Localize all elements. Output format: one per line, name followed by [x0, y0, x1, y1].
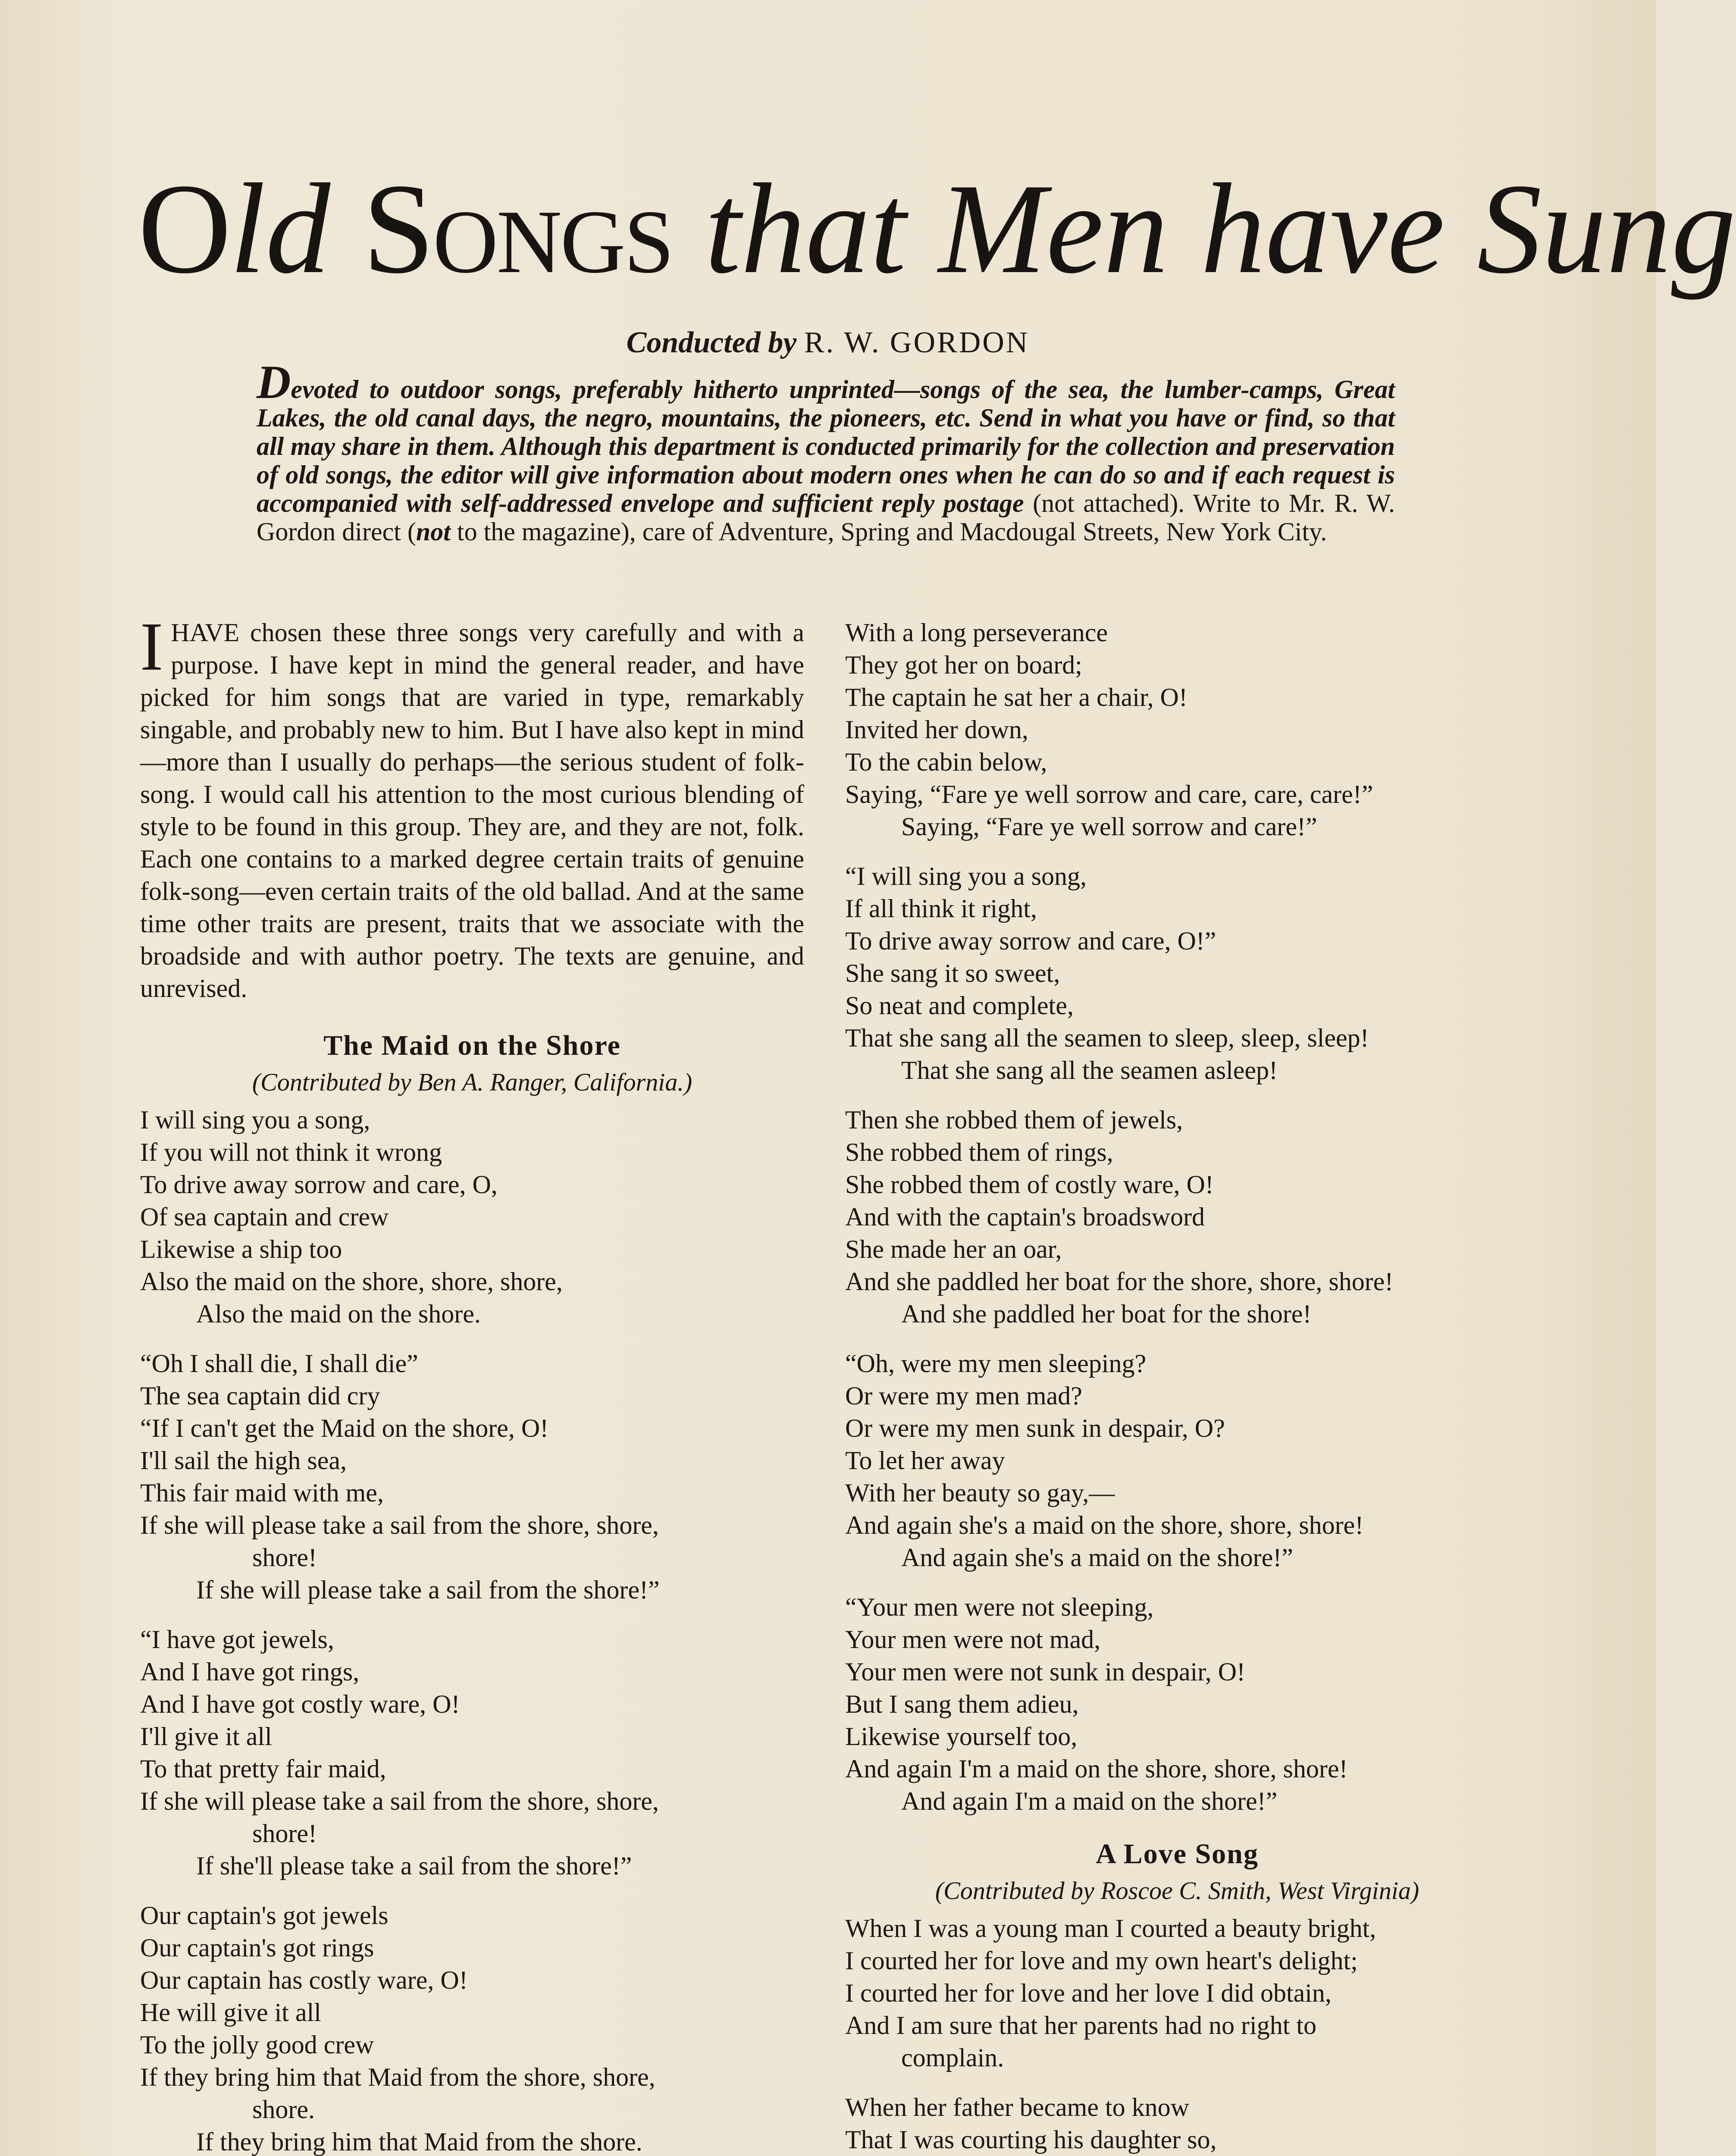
refrain-line: And again she's a maid on the shore!” [901, 1543, 1293, 1572]
verse-line: “I have got jewels, [140, 1625, 334, 1654]
intro-italic: evoted to outdoor songs, preferably hitherto unprinted—songs of the sea, the lumber-camps, Great Lakes, the old canal days, the negro, mountains, the pioneers, etc. Send in what you have or find, so that all may share in them. Although this department is conducted primarily for the collection and preservation of old songs, the editor will give information about modern ones when he can do so and if each request is accompanied with self-addressed envelope and sufficient reply postage [257, 375, 1395, 517]
verse-line: So neat and complete, [845, 991, 1074, 1020]
verse-line: And again she's a maid on the shore, shore, shore! [845, 1511, 1364, 1539]
verse-line: Saying, “Fare ye well sorrow and care, care, care!” [845, 780, 1373, 808]
verse-line: She robbed them of rings, [845, 1138, 1113, 1166]
verse-line: To that pretty fair maid, [140, 1755, 386, 1783]
refrain-line: If they bring him that Maid from the shore. [196, 2128, 642, 2156]
verse-line: And with the captain's broadsword [845, 1203, 1205, 1231]
verse-line: And I have got rings, [140, 1658, 360, 1686]
left-column [140, 608, 804, 2156]
stanza [845, 2091, 1509, 2156]
title-word: Songs [363, 157, 673, 300]
refrain-line: If she will please take a sail from the shore!” [196, 1576, 660, 1604]
verse-line: Our captain's got jewels [140, 1901, 389, 1930]
verse-line: Or were my men sunk in despair, O? [845, 1414, 1225, 1442]
refrain-line: If she'll please take a sail from the shore!” [196, 1852, 632, 1880]
verse-line: If you will not think it wrong [140, 1138, 442, 1166]
verse-line: If they bring him that Maid from the shore, shore, [140, 2063, 655, 2091]
stanza [140, 1348, 804, 1606]
verse-line: That I was courting his daughter so, [845, 2125, 1217, 2154]
refrain-line: And she paddled her boat for the shore! [901, 1300, 1312, 1328]
verse-line: To the jolly good crew [140, 2031, 374, 2059]
verse-line: I will sing you a song, [140, 1106, 370, 1134]
verse-line: She sang it so sweet, [845, 959, 1060, 987]
verse-line: The captain he sat her a chair, O! [845, 683, 1188, 711]
stanza [140, 1623, 804, 1882]
right-column [845, 617, 1509, 2156]
article-body: chosen these three songs very carefully and with a purpose. I have kept in mind the general reader, and have picked for him songs that are varied in type, remarkably singable, and probably new to him. But I have also kept in mind—more than I usually do perhaps—the serious student of folk-song. I would call his attention to the most curious blending of style to be found in this group. They are, and they are not, folk. Each one contains to a marked degree certain traits of genuine folk-song—even certain traits of the old ballad. And at the same time other traits are present, traits that we associate with the broadside and with author poetry. The texts are genuine, and unrevised. [140, 618, 804, 1003]
verse-line: I courted her for love and my own heart's delight; [845, 1946, 1358, 1975]
verse-line-continuation: shore! [252, 1543, 317, 1572]
title-letter: O [138, 157, 230, 300]
verse-line: That she sang all the seamen to sleep, sleep, sleep! [845, 1024, 1369, 1052]
stanza [845, 1104, 1509, 1330]
verse-line: With her beauty so gay,— [845, 1479, 1115, 1507]
verse-line: “Your men were not sleeping, [845, 1593, 1154, 1621]
stanza [845, 1591, 1509, 1818]
verse-line: If she will please take a sail from the shore, shore, [140, 1787, 659, 1815]
title-fragment: that [672, 157, 939, 300]
verse-line: Your men were not mad, [845, 1625, 1101, 1654]
verse-line: If all think it right, [845, 894, 1037, 923]
verse-line: If she will please take a sail from the shore, shore, [140, 1511, 659, 1539]
article-dropcap: I [140, 608, 163, 685]
article-first-word: HAVE [171, 618, 240, 647]
verse-line: Also the maid on the shore, shore, shore, [140, 1267, 563, 1296]
verse-line: Your men were not sunk in despair, O! [845, 1658, 1246, 1686]
intro-dropcap: D [257, 356, 291, 408]
intro-plain-2: to the magazine), care of Adventure, Spring and Macdougal Streets, New York City. [450, 517, 1327, 546]
verse-line: I'll give it all [140, 1722, 272, 1751]
verse-line: When her father became to know [845, 2093, 1189, 2122]
department-intro [257, 356, 1395, 546]
title-letter: S [1477, 157, 1542, 300]
stanza [845, 860, 1509, 1087]
verse-line: This fair maid with me, [140, 1479, 384, 1507]
title-fragment: en have [1046, 157, 1477, 300]
intro-plain-1: (not attached). Write to Mr. R. W. Gordon direct ( [257, 489, 1395, 546]
verse-line: She made her an oar, [845, 1235, 1062, 1263]
refrain-line: Saying, “Fare ye well sorrow and care!” [901, 812, 1317, 841]
title-fragment: ung [1542, 157, 1736, 300]
refrain-line: That she sang all the seamen asleep! [901, 1056, 1278, 1084]
verse-line: I courted her for love and her love I did obtain, [845, 1979, 1332, 2007]
verse-line-continuation: shore. [252, 2095, 315, 2124]
verse-line: Or were my men mad? [845, 1382, 1082, 1410]
byline [0, 328, 1656, 358]
verse-line: To drive away sorrow and care, O, [140, 1170, 498, 1199]
title-letter: M [938, 157, 1047, 300]
verse-line: “Oh I shall die, I shall die” [140, 1349, 418, 1378]
verse-line: Likewise a ship too [140, 1235, 342, 1263]
verse-line: But I sang them adieu, [845, 1690, 1079, 1718]
verse-line: Our captain has costly ware, O! [140, 1966, 468, 1994]
verse-line: She robbed them of costly ware, O! [845, 1170, 1214, 1199]
stanza [140, 1899, 804, 2156]
verse-line: And she paddled her boat for the shore, shore, shore! [845, 1267, 1394, 1296]
verse-line: He will give it all [140, 1998, 321, 2027]
verse-line: “Oh, were my men sleeping? [845, 1349, 1147, 1378]
verse-line: And I am sure that her parents had no right to [845, 2011, 1317, 2040]
article-paragraph [140, 608, 804, 1005]
song-credit: (Contributed by Roscoe C. Smith, West Virginia) [935, 1877, 1420, 1905]
verse-line: With a long perseverance [845, 618, 1108, 647]
refrain-line: Also the maid on the shore. [196, 1300, 481, 1328]
verse-line: To drive away sorrow and care, O!” [845, 927, 1216, 955]
verse-line: “If I can't get the Maid on the shore, O! [140, 1414, 549, 1442]
title-fragment: ld [229, 157, 363, 300]
song-credit: (Contributed by Ben A. Ranger, California.) [252, 1068, 693, 1096]
verse-line: Our captain's got rings [140, 1934, 374, 1962]
verse-line: Of sea captain and crew [140, 1203, 389, 1231]
verse-line: And again I'm a maid on the shore, shore, shore! [845, 1755, 1348, 1783]
verse-line: Invited her down, [845, 715, 1028, 744]
refrain-line: And again I'm a maid on the shore!” [901, 1787, 1278, 1815]
verse-line: To let her away [845, 1446, 1005, 1475]
verse-line: And I have got costly ware, O! [140, 1690, 460, 1718]
stanza [845, 1348, 1509, 1574]
verse-line: Likewise yourself too, [845, 1722, 1078, 1751]
byline-name: R. W. GORDON [804, 326, 1030, 359]
stanza [845, 1912, 1509, 2074]
stanza [140, 1104, 804, 1330]
song-title: The Maid on the Shore [323, 1030, 621, 1061]
verse-line: To the cabin below, [845, 748, 1047, 776]
verse-line: I'll sail the high sea, [140, 1446, 347, 1475]
page-title [138, 157, 1736, 300]
intro-not: not [416, 517, 451, 546]
song-title: A Love Song [1096, 1838, 1259, 1870]
verse-line: They got her on board; [845, 651, 1082, 679]
verse-line: “I will sing you a song, [845, 862, 1087, 890]
verse-line: Then she robbed them of jewels, [845, 1106, 1183, 1134]
verse-line-continuation: shore! [252, 1819, 317, 1848]
verse-line-continuation: complain. [901, 2043, 1004, 2072]
verse-line: When I was a young man I courted a beauty bright, [845, 1914, 1376, 1943]
verse-line: The sea captain did cry [140, 1382, 380, 1410]
stanza [845, 617, 1509, 843]
byline-prefix: Conducted by [626, 326, 797, 359]
